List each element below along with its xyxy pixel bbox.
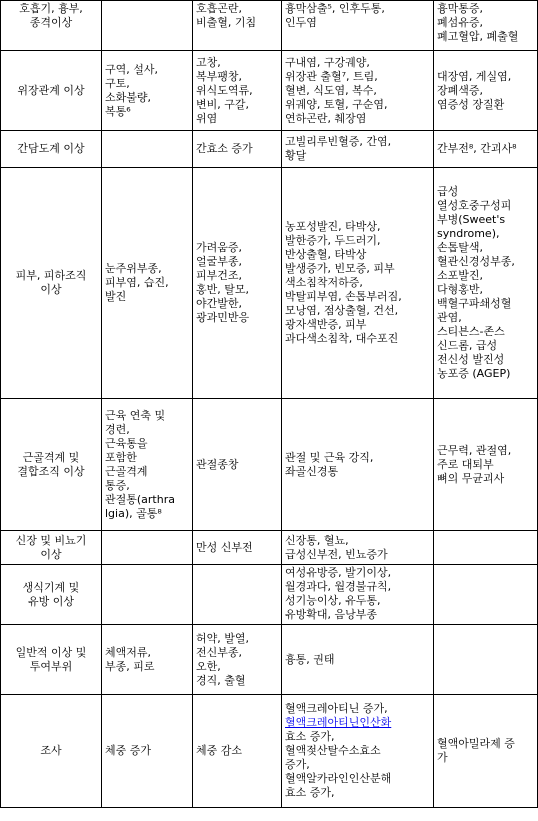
common-cell (102, 168, 193, 399)
cell-text-line: 열성호중구성피 (437, 199, 512, 212)
cell-text-line: 박탈피부염, 손톱부러짐, (285, 290, 402, 303)
cell-text-line: lgia), 골통⁸ (105, 506, 162, 520)
common-cell (102, 565, 193, 625)
cell-text-line: 간효소 증가 (196, 142, 253, 155)
cell-text-line: 농포성발진, 타박상, (285, 220, 381, 233)
table-row (1, 168, 538, 399)
cell-text-line: 전신부종, (196, 645, 243, 659)
cell-text-line: 경직, 출혈 (196, 673, 246, 687)
cell-text-line: 유방 이상 (27, 594, 74, 608)
cell-text-line: 눈주위부종, (105, 262, 162, 275)
uncommon-cell (193, 625, 282, 695)
table-row (1, 1, 538, 51)
cell-link[interactable]: 혈액크레아티닌인산화 (285, 716, 392, 729)
cell-text-line: 신장통, 혈뇨, (285, 533, 349, 547)
very-rare-cell (434, 131, 538, 168)
cell-text-line: 오한, (196, 659, 221, 673)
rare-cell (282, 1, 434, 51)
very-rare-cell (434, 565, 538, 625)
common-cell (102, 531, 193, 565)
uncommon-cell (193, 695, 282, 808)
cell-text-line: 변비, 구갈, (196, 97, 249, 111)
cell-text-line: 구내염, 구강궤양, (285, 55, 370, 69)
common-cell (102, 51, 193, 131)
cell-text-line: 투여부위 (29, 659, 73, 673)
cell-text-line: 체액저류, (105, 645, 152, 659)
cell-text-line: 발진 (105, 290, 127, 303)
cell-text-line: 신장 및 비뇨기 (15, 533, 87, 547)
cell-text-line: 피부염, 습진, (105, 276, 169, 289)
cell-text-line: 급성신부전, 빈뇨증가 (285, 547, 388, 561)
cell-text-line: 발생증가, 빈모증, 피부 (285, 262, 395, 275)
cell-text-line: 야간발한, (196, 297, 243, 310)
cell-text-line: 포함한 (105, 450, 137, 464)
cell-text-line: 복통⁶ (105, 104, 131, 118)
common-cell (102, 695, 193, 808)
cell-text-line: 근골격계 및 (22, 450, 80, 464)
table-row (1, 51, 538, 131)
cell-text-line: 색소침착저하증, (285, 276, 363, 289)
rare-cell (282, 531, 434, 565)
cell-text-line: 관절 및 근육 강직, (285, 450, 374, 464)
category-cell (1, 51, 102, 131)
uncommon-cell (193, 1, 282, 51)
rare-cell (282, 131, 434, 168)
rare-cell (282, 51, 434, 131)
cell-text-line: 혈변, 식도염, 복수, (285, 83, 377, 97)
cell-text-line: 좌골신경통 (285, 464, 339, 478)
very-rare-cell (434, 1, 538, 51)
uncommon-cell (193, 131, 282, 168)
cell-text-line: 전신성 발진성 (437, 353, 505, 366)
cell-text-line: 결합조직 이상 (17, 464, 85, 478)
cell-text-line: 이상 (40, 283, 62, 296)
cell-text-line: 반상출혈, 타박상 (285, 248, 367, 261)
cell-text-line: 구토, (105, 76, 130, 90)
cell-text-line: 종격이상 (29, 16, 73, 29)
category-cell (1, 1, 102, 51)
common-cell (102, 625, 193, 695)
cell-text-line: 고창, (196, 55, 221, 69)
uncommon-cell (193, 531, 282, 565)
cell-text-line: 과다색소침착, 대수포진 (285, 332, 399, 345)
table-row (1, 625, 538, 695)
cell-text-line: 복부팽창, (196, 69, 243, 83)
cell-text-line: 연하곤란, 췌장염 (285, 111, 367, 125)
cell-text-line: 허약, 발열, (196, 631, 249, 645)
cell-text-line: 농포증 (AGEP) (437, 367, 511, 380)
cell-text-line: 피부, 피하조직 (15, 269, 87, 282)
cell-text-line: 얼굴부종, (196, 255, 243, 268)
table-body (1, 1, 538, 808)
cell-text-line: 흉통, 권태 (285, 652, 335, 666)
cell-text-line: 황달 (285, 149, 307, 162)
rare-cell (282, 399, 434, 531)
cell-text-line: 증가, (285, 758, 310, 771)
common-cell (102, 1, 193, 51)
rare-cell (282, 625, 434, 695)
category-cell (1, 131, 102, 168)
very-rare-cell (434, 399, 538, 531)
cell-text-line: 구역, 설사, (105, 62, 158, 76)
cell-text-line: 경련, (105, 422, 130, 436)
cell-text-line: 폐고혈압, 폐출혈 (437, 30, 519, 43)
cell-text-line: 조사 (40, 744, 62, 757)
category-cell (1, 168, 102, 399)
uncommon-cell (193, 51, 282, 131)
cell-text-line: 홍반, 탈모, (196, 283, 249, 296)
cell-text-line: 부병(Sweet's (437, 213, 506, 226)
cell-text-line: 대장염, 게실염, (437, 69, 512, 83)
cell-text-line: 다형홍반, (437, 283, 484, 296)
cell-text-line: 근무력, 관절염, (437, 443, 512, 457)
cell-text-line: 근골격계 (105, 464, 148, 478)
cell-text-line: 위궤양, 토혈, 구순염, (285, 97, 388, 111)
category-cell (1, 695, 102, 808)
cell-text-line: 효소 증가, (285, 730, 335, 743)
uncommon-cell (193, 565, 282, 625)
table-row (1, 565, 538, 625)
cell-text-line: 생식기계 및 (22, 580, 80, 594)
cell-text-line: 일반적 이상 및 (15, 645, 87, 659)
cell-text-line: 장폐색증, (437, 83, 484, 97)
cell-text-line: 흉막통증, (437, 2, 484, 15)
cell-text-line: 혈액아밀라제 증 (437, 737, 515, 750)
common-cell (102, 399, 193, 531)
cell-text-line: 광과민반응 (196, 311, 250, 324)
table-row (1, 399, 538, 531)
category-cell (1, 565, 102, 625)
cell-text-line: 인두염 (285, 16, 317, 29)
cell-text-line: 위식도역류, (196, 83, 253, 97)
very-rare-cell (434, 625, 538, 695)
table-row (1, 695, 538, 808)
cell-text-line: 혈액젖산탈수소효소 (285, 744, 381, 757)
uncommon-cell (193, 399, 282, 531)
category-cell (1, 625, 102, 695)
cell-text-line: 호흡곤란, (196, 2, 243, 15)
cell-text-line: 이상 (40, 547, 62, 561)
cell-text-line: 신드롬, 급성 (437, 339, 498, 352)
cell-text-line: 주로 대퇴부 (437, 457, 494, 471)
cell-text-line: 백혈구파쇄성혈 (437, 297, 512, 310)
cell-text-line: 뼈의 무균괴사 (437, 471, 505, 485)
cell-text-line: 효소 증가, (285, 786, 335, 799)
cell-text-line: 혈액알카라인인산분해 (285, 772, 392, 785)
cell-text-line: 부종, 피로 (105, 659, 155, 673)
cell-text-line: 여성유방증, 발기이상, (285, 566, 392, 579)
cell-text-line: 소포발진, (437, 269, 484, 282)
cell-text-line: 피부건조, (196, 269, 243, 282)
cell-text-line: 성기능이상, 유두통, (285, 594, 381, 607)
very-rare-cell (434, 531, 538, 565)
cell-text-line: 유방확대, 음낭부종 (285, 608, 378, 621)
cell-text-line: 혈액크레아티닌 증가, (285, 702, 388, 715)
cell-text-line: 근육 연축 및 (105, 408, 166, 422)
cell-text-line: 위장관 출혈⁷, 트림, (285, 69, 378, 83)
cell-text-line: 체중 증가 (105, 744, 152, 757)
rare-cell (282, 168, 434, 399)
cell-text-line: 만성 신부전 (196, 540, 253, 554)
cell-text-line: 비출혈, 기침 (196, 16, 257, 29)
cell-text-line: syndrome), (437, 227, 500, 240)
table-row (1, 531, 538, 565)
cell-text-line: 모낭염, 점상출혈, 건선, (285, 304, 399, 317)
category-cell (1, 531, 102, 565)
cell-text-line: 가려움증, (196, 241, 243, 254)
cell-text-line: 근육통을 (105, 436, 148, 450)
cell-text-line: 염증성 장질환 (437, 97, 505, 111)
very-rare-cell (434, 168, 538, 399)
cell-text-line: 관절종창 (196, 457, 239, 471)
rare-cell (282, 565, 434, 625)
category-cell (1, 399, 102, 531)
cell-text-line: 위장관계 이상 (17, 83, 85, 97)
very-rare-cell (434, 695, 538, 808)
cell-text-line: 흉막삼출⁵, 인후두통, (285, 2, 385, 15)
cell-text-line: 통증, (105, 478, 130, 492)
cell-text-line: 호흡기, 흉부, (19, 2, 83, 15)
cell-text-line: 월경과다, 월경불규칙, (285, 580, 392, 593)
common-cell (102, 131, 193, 168)
cell-text-line: 스티븐스-존스 (437, 325, 505, 338)
rare-cell (282, 695, 434, 808)
cell-text-line: 폐섬유증, (437, 16, 484, 29)
cell-text-line: 관절통(arthra (105, 492, 175, 506)
cell-text-line: 관염, (437, 311, 462, 324)
cell-text-line: 발한증가, 두드러기, (285, 234, 381, 247)
table-row (1, 131, 538, 168)
cell-text-line: 손톱탈색, (437, 241, 484, 254)
uncommon-cell (193, 168, 282, 399)
cell-text-line: 급성 (437, 185, 459, 198)
cell-text-line: 간담도계 이상 (17, 142, 85, 155)
cell-text-line: 혈관신경성부종, (437, 255, 515, 268)
cell-text-line: 고빌리루빈혈증, 간염, (285, 135, 392, 148)
cell-text-line: 소화불량, (105, 90, 152, 104)
cell-text-line: 가 (437, 751, 448, 764)
cell-text-line: 위염 (196, 111, 218, 125)
cell-text-line: 광자색반증, 피부 (285, 318, 367, 331)
cell-text-line: 간부전⁸, 간괴사⁸ (437, 142, 517, 155)
very-rare-cell (434, 51, 538, 131)
cell-text-line: 체중 감소 (196, 744, 243, 757)
